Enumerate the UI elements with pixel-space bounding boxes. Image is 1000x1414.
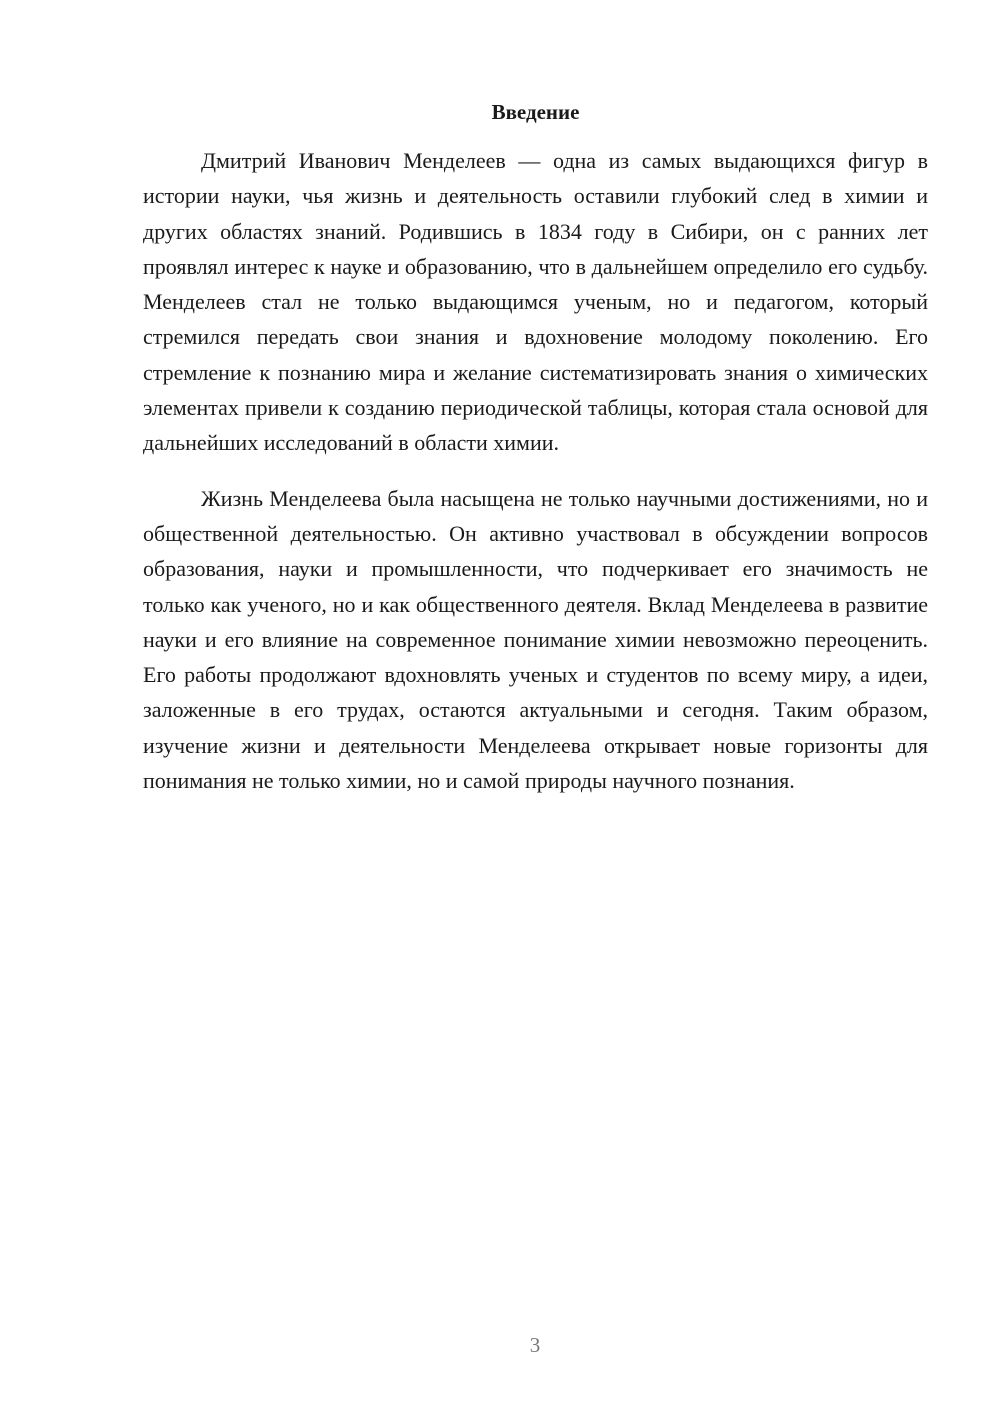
paragraph-1: Дмитрий Иванович Менделеев — одна из самых выдающихся фигур в истории науки, чья жизнь и деятельность оставили глубокий след в химии и других областях знаний. Родившись в 1834 году в Сибири, он с ранних лет проявлял интерес к науке и образованию, что в дальнейшем определило его судьбу. Менделеев стал не только выдающимся ученым, но и педагогом, который стремился передать свои знания и вдохновение молодому поколению. Его стремление к познанию мира и желание систематизировать знания о химических элементах привели к созданию периодической таблицы, которая стала основой для дальнейших исследований в области химии. — [143, 148, 928, 456]
paragraph-2: Жизнь Менделеева была насыщена не только научными достижениями, но и общественной деятельностью. Он активно участвовал в обсуждении вопросов образования, науки и промышленности, что подчеркивает его значимость не только как ученого, но и как общественного деятеля. Вклад Менделеева в развитие науки и его влияние на современное понимание химии невозможно переоценить. Его работы продолжают вдохновлять ученых и студентов по всему миру, а идеи, заложенные в его трудах, остаются актуальными и сегодня. Таким образом, изучение жизни и деятельности Менделеева открывает новые горизонты для понимания не только химии, но и самой природы научного познания. — [143, 485, 928, 794]
body-text — [143, 143, 928, 798]
page-number: 3 — [529, 1333, 541, 1357]
section-heading: Введение — [491, 100, 580, 124]
